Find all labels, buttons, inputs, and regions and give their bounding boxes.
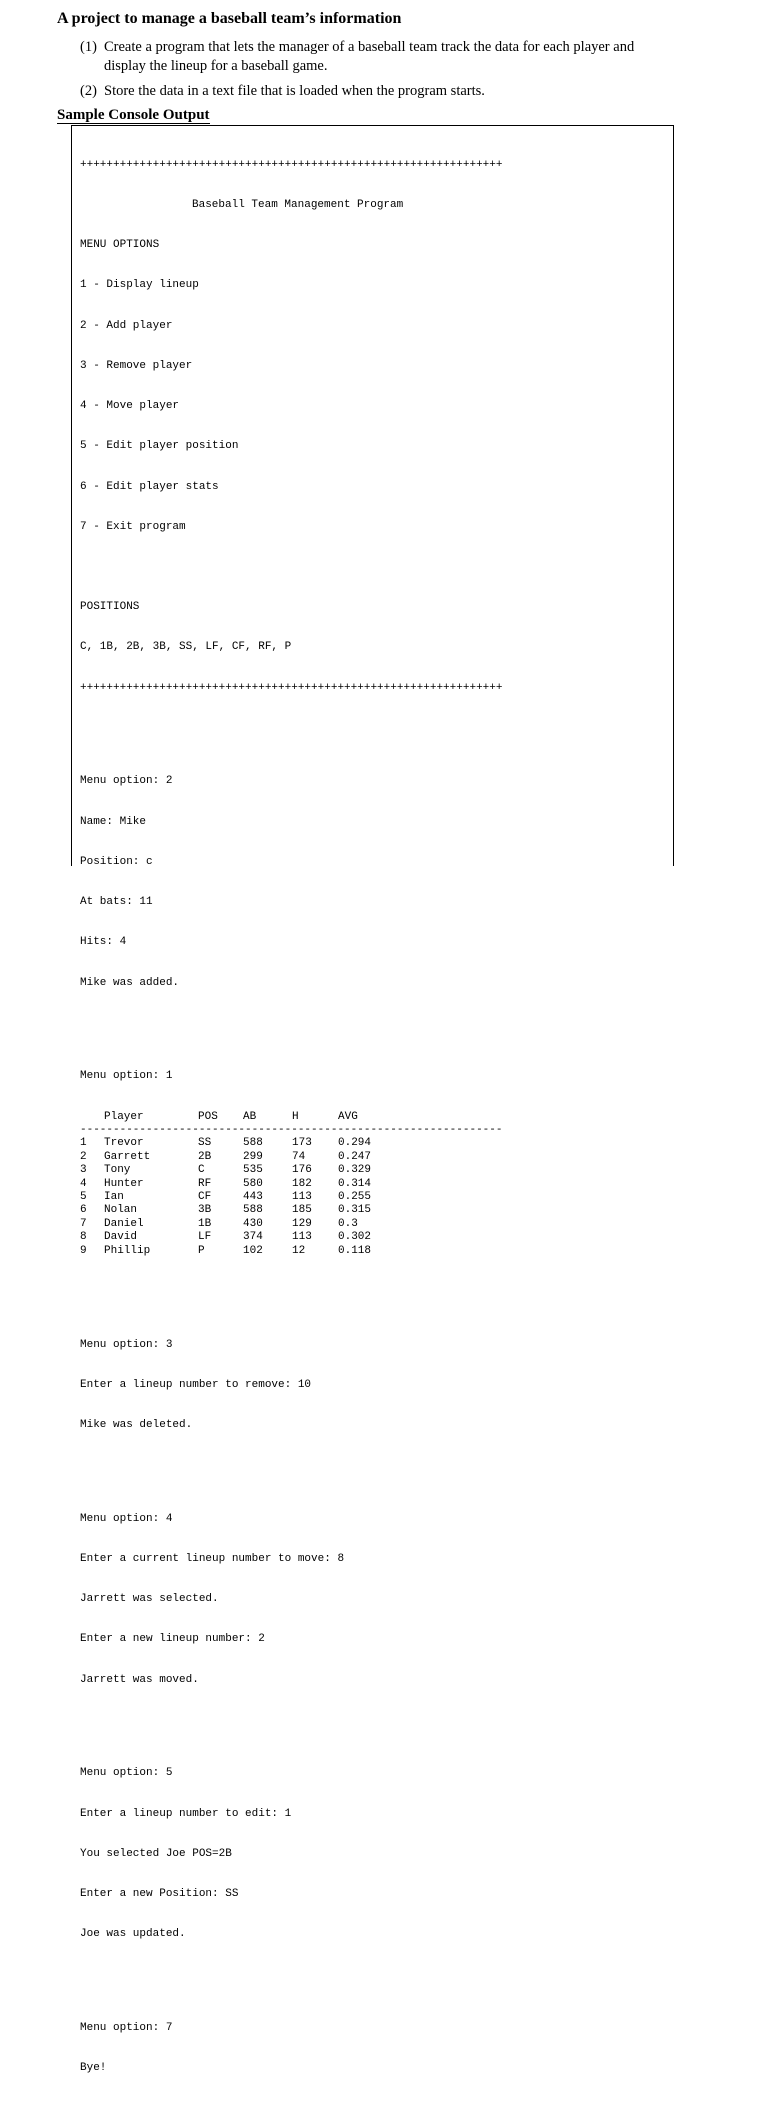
player-pos: SS	[198, 1137, 212, 1150]
player-avg: 0.118	[338, 1244, 372, 1257]
player-hits: 185	[292, 1204, 312, 1217]
requirement-text-line2: display the lineup for a baseball game.	[104, 58, 328, 74]
player-name: Garrett	[104, 1150, 151, 1163]
program-title: Baseball Team Management Program	[192, 199, 404, 212]
console-line: Jarrett was selected.	[80, 1593, 219, 1606]
player-name: Tony	[104, 1164, 131, 1177]
sample-output-heading	[57, 107, 210, 124]
player-ab: 588	[243, 1204, 263, 1217]
requirement-1	[80, 38, 700, 76]
header-pos: POS	[198, 1110, 218, 1123]
player-hits: 74	[292, 1150, 306, 1163]
requirement-number: (2)	[80, 83, 97, 99]
player-hits: 173	[292, 1137, 312, 1150]
menu-header: MENU OPTIONS	[80, 239, 160, 252]
console-line: Menu option: 7	[80, 2022, 173, 2035]
player-avg: 0.329	[338, 1164, 372, 1177]
player-hits: 12	[292, 1244, 306, 1257]
menu-item: 4 - Move player	[80, 400, 180, 413]
lineup-number: 7	[80, 1217, 87, 1230]
console-line: Jarrett was moved.	[80, 1673, 199, 1686]
console-line: Position: c	[80, 855, 153, 868]
lineup-row	[80, 1164, 502, 1177]
player-ab: 588	[243, 1137, 263, 1150]
lineup-row	[80, 1137, 502, 1150]
menu-item: 5 - Edit player position	[80, 440, 239, 453]
console-line: Enter a current lineup number to move: 8	[80, 1552, 345, 1565]
console-line: Bye!	[80, 2062, 107, 2075]
menu-item: 7 - Exit program	[80, 520, 186, 533]
lineup-row	[80, 1204, 502, 1217]
lineup-row	[80, 1218, 502, 1231]
lineup-number: 4	[80, 1177, 87, 1190]
player-avg: 0.3	[338, 1217, 358, 1230]
lineup-header-row	[80, 1111, 502, 1124]
console-line: Enter a lineup number to edit: 1	[80, 1807, 292, 1820]
player-name: Hunter	[104, 1177, 144, 1190]
player-name: Trevor	[104, 1137, 144, 1150]
console-output-box	[71, 125, 674, 2075]
lineup-row	[80, 1151, 502, 1164]
player-avg: 0.315	[338, 1204, 372, 1217]
player-pos: 2B	[198, 1150, 212, 1163]
header-h: H	[292, 1110, 299, 1123]
requirement-text-line1: Create a program that lets the manager of a baseball team track the data for each player and	[104, 39, 635, 55]
positions-header: POSITIONS	[80, 601, 140, 614]
positions-list: C, 1B, 2B, 3B, SS, LF, CF, RF, P	[80, 641, 292, 654]
player-pos: 1B	[198, 1217, 212, 1230]
player-pos: CF	[198, 1191, 212, 1204]
console-output	[80, 132, 502, 2103]
player-ab: 443	[243, 1191, 263, 1204]
player-ab: 580	[243, 1177, 263, 1190]
console-line: Enter a new Position: SS	[80, 1888, 239, 1901]
lineup-number: 9	[80, 1244, 87, 1257]
console-line: You selected Joe POS=2B	[80, 1847, 232, 1860]
header-ab: AB	[243, 1110, 257, 1123]
player-pos: RF	[198, 1177, 212, 1190]
player-pos: P	[198, 1244, 205, 1257]
player-name: David	[104, 1231, 138, 1244]
lineup-row	[80, 1178, 502, 1191]
player-hits: 176	[292, 1164, 312, 1177]
lineup-number: 3	[80, 1164, 87, 1177]
player-hits: 113	[292, 1231, 312, 1244]
player-pos: C	[198, 1164, 205, 1177]
player-ab: 102	[243, 1244, 263, 1257]
player-pos: LF	[198, 1231, 212, 1244]
player-ab: 430	[243, 1217, 263, 1230]
console-line: Menu option: 4	[80, 1512, 173, 1525]
plus-separator: ++++++++++++++++++++++++++++++++++++++++++++++++++++++++++++++++	[80, 158, 503, 171]
header-player: Player	[104, 1110, 144, 1123]
lineup-table	[80, 1111, 502, 1258]
player-name: Nolan	[104, 1204, 138, 1217]
console-line: Enter a new lineup number: 2	[80, 1633, 265, 1646]
page-title: A project to manage a baseball team’s information	[57, 10, 402, 27]
requirement-text-line1: Store the data in a text file that is loaded when the program starts.	[104, 83, 485, 99]
requirement-2	[80, 82, 700, 101]
lineup-row	[80, 1191, 502, 1204]
lineup-number: 6	[80, 1204, 87, 1217]
console-line: Name: Mike	[80, 815, 147, 828]
lineup-number: 5	[80, 1191, 87, 1204]
player-avg: 0.314	[338, 1177, 372, 1190]
player-name: Daniel	[104, 1217, 144, 1230]
lineup-number: 1	[80, 1137, 87, 1150]
menu-item: 3 - Remove player	[80, 359, 193, 372]
player-hits: 129	[292, 1217, 312, 1230]
menu-item: 6 - Edit player stats	[80, 480, 219, 493]
console-line: Menu option: 2	[80, 775, 173, 788]
console-line: At bats: 11	[80, 896, 153, 909]
requirement-number: (1)	[80, 39, 97, 55]
player-ab: 299	[243, 1150, 263, 1163]
player-ab: 374	[243, 1231, 263, 1244]
menu-item: 1 - Display lineup	[80, 279, 199, 292]
lineup-row	[80, 1245, 502, 1258]
console-line: Enter a lineup number to remove: 10	[80, 1378, 312, 1391]
menu-item: 2 - Add player	[80, 319, 173, 332]
player-name: Ian	[104, 1191, 124, 1204]
console-line: Menu option: 5	[80, 1767, 173, 1780]
console-line: Hits: 4	[80, 936, 127, 949]
console-line: Mike was added.	[80, 976, 180, 989]
dash-separator: ----------------------------------------------------------------	[80, 1124, 503, 1137]
lineup-row	[80, 1231, 502, 1244]
player-ab: 535	[243, 1164, 263, 1177]
console-line: Menu option: 1	[80, 1070, 173, 1083]
console-line: Joe was updated.	[80, 1928, 186, 1941]
lineup-number: 8	[80, 1231, 87, 1244]
player-hits: 113	[292, 1191, 312, 1204]
player-hits: 182	[292, 1177, 312, 1190]
plus-separator: ++++++++++++++++++++++++++++++++++++++++++++++++++++++++++++++++	[80, 681, 503, 694]
player-name: Phillip	[104, 1244, 151, 1257]
console-line: Menu option: 3	[80, 1338, 173, 1351]
console-line: Mike was deleted.	[80, 1418, 193, 1431]
sample-output-heading-text: Sample Console Output	[57, 107, 210, 123]
lineup-number: 2	[80, 1150, 87, 1163]
player-avg: 0.294	[338, 1137, 372, 1150]
header-avg: AVG	[338, 1110, 358, 1123]
player-pos: 3B	[198, 1204, 212, 1217]
player-avg: 0.247	[338, 1150, 372, 1163]
player-avg: 0.255	[338, 1191, 372, 1204]
player-avg: 0.302	[338, 1231, 372, 1244]
